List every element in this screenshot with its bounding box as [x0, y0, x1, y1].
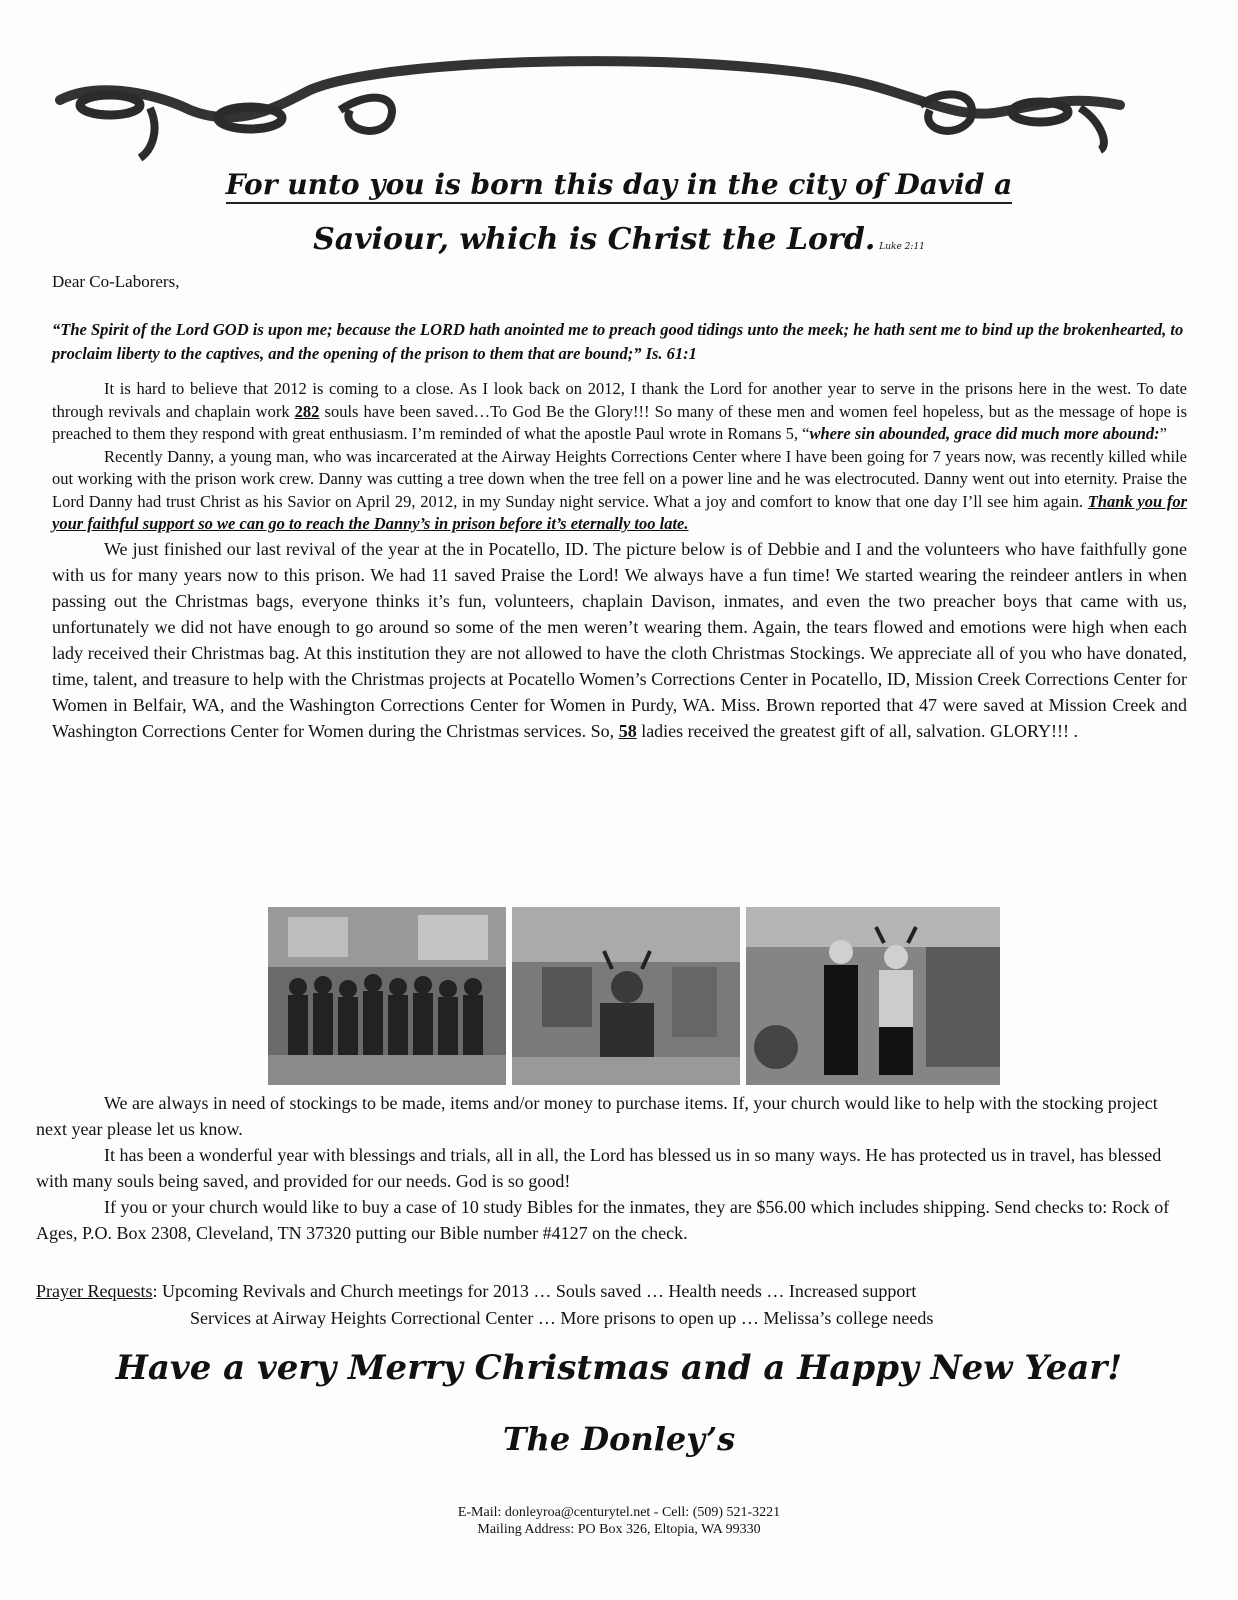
- ribbon-ornament: [40, 50, 1160, 170]
- paragraph-4: We are always in need of stockings to be made, items and/or money to purchase items. If, your church would like to help with the stocking project next year please let us know.: [36, 1093, 1158, 1139]
- souls-saved-count: 282: [294, 401, 320, 421]
- prayer-requests-label: Prayer Requests: [36, 1281, 153, 1301]
- p3-text-b: ladies received the greatest gift of all, salvation. GLORY!!! .: [636, 720, 1079, 741]
- scripture-reference: Luke 2:11: [879, 242, 925, 252]
- header-line-2: [0, 222, 1238, 257]
- paragraph-2: [52, 446, 1187, 536]
- paragraph-3: [52, 536, 1187, 744]
- romans-quote: where sin abounded, grace did much more abound:: [809, 424, 1160, 443]
- paragraph-6: If you or your church would like to buy a case of 10 study Bibles for the inmates, they are $56.00 which includes shipping. Send checks to: Rock of Ages, P.O. Box 2308, Cleveland, TN 37320 putting our Bible number #4127 on the check.: [36, 1197, 1170, 1243]
- thank-you-note: Thank you for your faithful support so we can go to reach the Danny’s in prison before it’s eternally too late.: [52, 491, 1187, 533]
- ladies-saved-count: 58: [618, 720, 637, 741]
- prayer-requests-line-2: Services at Airway Heights Correctional Center … More prisons to open up … Melissa’s college needs: [190, 1308, 934, 1328]
- salutation: Dear Co-Laborers,: [52, 272, 180, 291]
- preacher-boys-photo: [746, 907, 1000, 1085]
- letter-closing: [36, 1090, 1186, 1246]
- mailing-address-line: Mailing Address: PO Box 326, Eltopia, WA 99330: [477, 1522, 761, 1537]
- p2-text-a: Recently Danny, a young man, who was incarcerated at the Airway Heights Corrections Center where I have been going for 7 years now, was recently killed while out working with the prison work crew. Danny was cutting a tree down when the tree fell on a power line and he was electrocuted. Danny went out into eternity. Praise the Lord Danny had trust Christ as his Savior on April 29, 2012, in my Sunday night service. What a joy and comfort to know that one day I’ll see him again.: [52, 446, 1187, 511]
- header-line-1: [0, 168, 1238, 201]
- prayer-requests-line-1: : Upcoming Revivals and Church meetings for 2013 … Souls saved … Health needs … Increased support: [152, 1281, 917, 1301]
- photo-strip: [268, 907, 1000, 1085]
- letter-body: [52, 378, 1187, 744]
- p3-text-a: We just finished our last revival of the year at the in Pocatello, ID. The picture below is of Debbie and I and the volunteers who have faithfully gone with us for many years now to this prison. We had 11 saved Praise the Lord! We always have a fun time! We started wearing the reindeer antlers in when passing out the Christmas bags, everyone thinks it’s fun, volunteers, chaplain Davison, inmates, and even the two preacher boys that came with us, unfortunately we did not have enough to go around so some of the men weren’t wearing them. Again, the tears flowed and emotions were high when each lady received their Christmas bag. At this institution they are not allowed to have the cloth Christmas Stockings. We appreciate all of you who have donated, time, talent, and treasure to help with the Christmas projects at Pocatello Women’s Corrections Center in Pocatello, ID, Mission Creek Corrections Center for Women in Belfair, WA, and the Washington Corrections Center for Women in Purdy, WA. Miss. Brown reported that 47 were saved at Mission Creek and Washington Corrections Center for Women during the Christmas services. So,: [52, 538, 1187, 741]
- paragraph-1: [52, 378, 1187, 446]
- email-cell-line: E-Mail: donleyroa@centurytel.net - Cell: (509) 521-3221: [457, 1505, 781, 1520]
- header-line-2-text: Saviour, which is Christ the Lord.: [313, 222, 876, 257]
- p1-text-a: It is hard to believe that 2012 is coming to a close. As I look back on 2012, I thank the Lord for another year to serve in the prisons here in the west. To date through revivals and chaplain work: [52, 379, 1187, 421]
- signature: The Donley’s: [502, 1420, 736, 1458]
- paragraph-5: It has been a wonderful year with blessings and trials, all in all, the Lord has blessed us in so many ways. He has protected us in travel, has blessed with many souls being saved, and provided for our needs. God is so good!: [36, 1145, 1162, 1191]
- p1-text-c: ”: [1159, 424, 1167, 443]
- contact-info: [0, 1504, 1238, 1538]
- p1-text-b: souls have been saved…To God Be the Glory!!! So many of these men and women feel hopeless, but as the message of hope is preached to them they respond with great enthusiasm. I’m reminded of what the apostle Paul wrote in Romans 5, “: [52, 401, 1187, 443]
- prayer-requests: [36, 1278, 916, 1304]
- volunteer-photo: [512, 907, 740, 1085]
- header-line-1-text: For unto you is born this day in the city of David a: [226, 168, 1013, 204]
- group-photo: [268, 907, 506, 1085]
- opening-verse: “The Spirit of the Lord GOD is upon me; because the LORD hath anointed me to preach good tidings unto the meek; he hath sent me to bind up the brokenhearted, to proclaim liberty to the captives, and the opening of the prison to them that are bound;” Is. 61:1: [52, 320, 1184, 363]
- christmas-greeting: Have a very Merry Christmas and a Happy New Year!: [115, 1348, 1123, 1388]
